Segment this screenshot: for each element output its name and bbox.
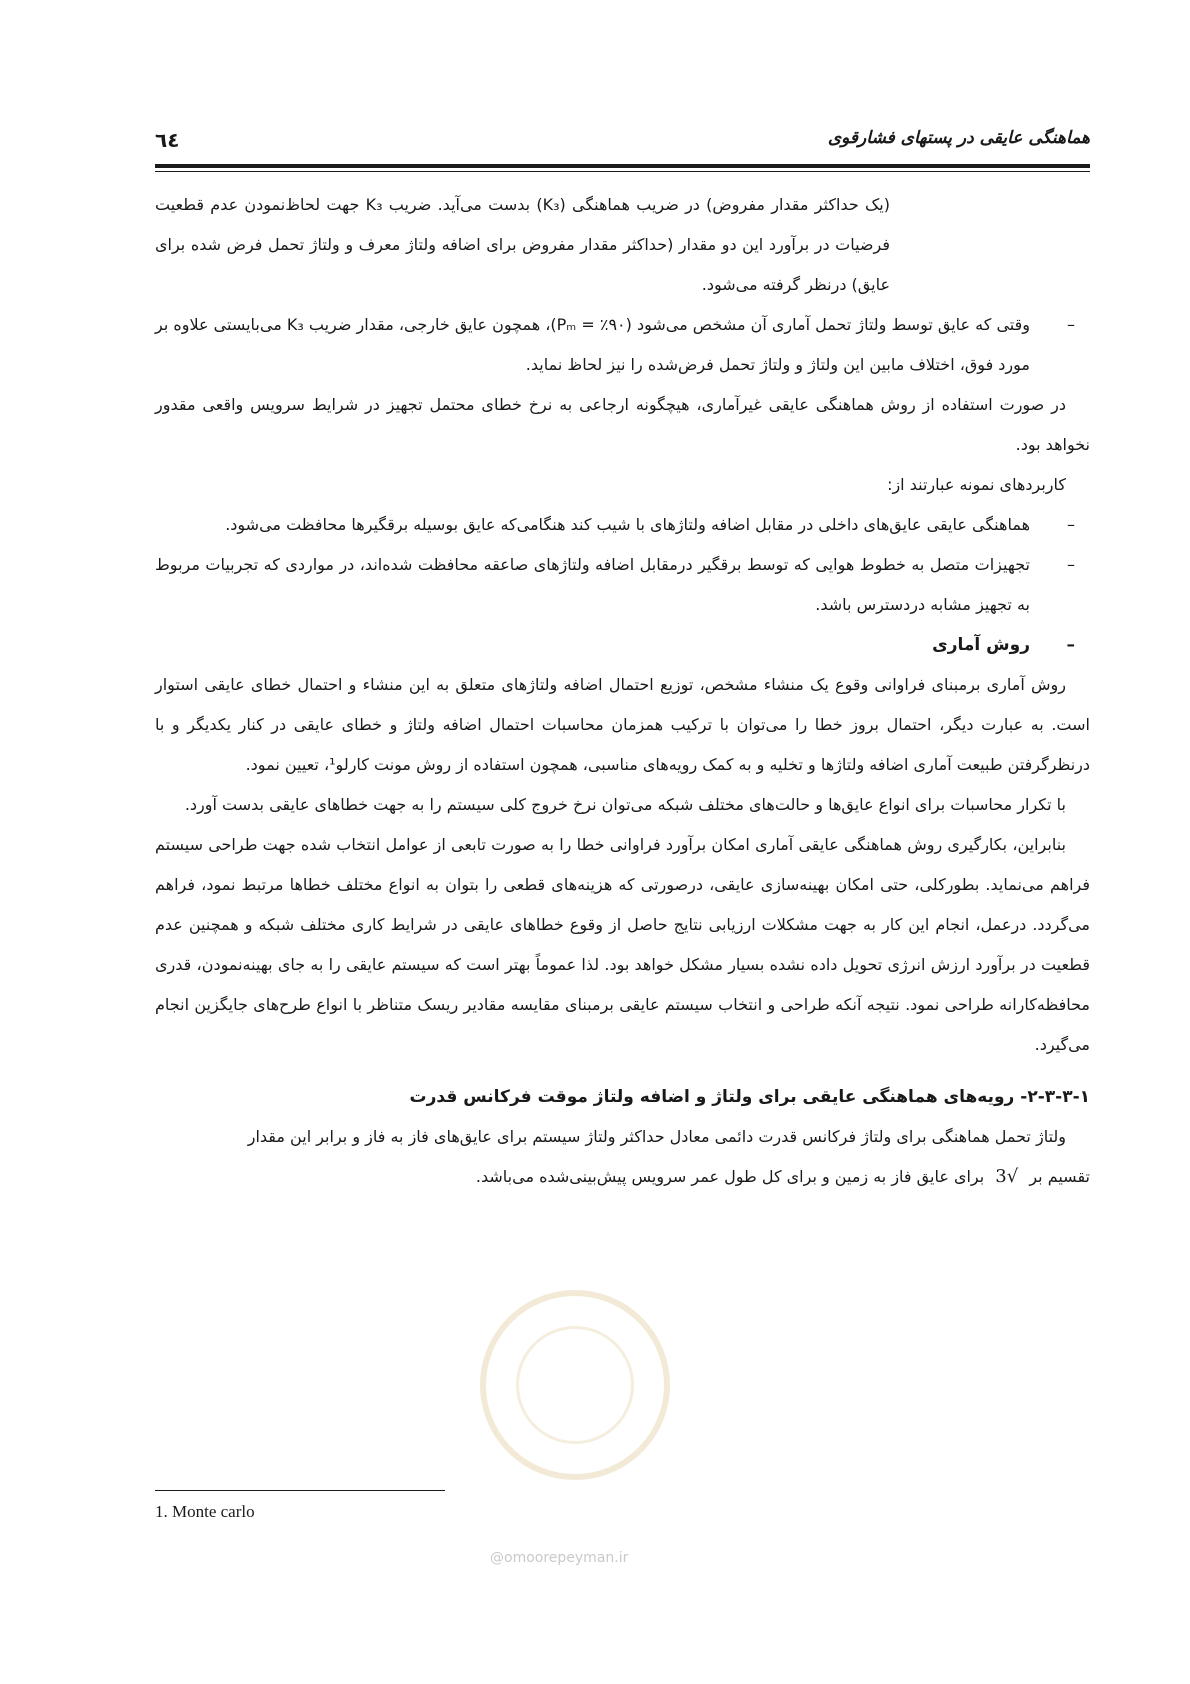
paragraph: [155, 1157, 1090, 1197]
list-item: [155, 505, 1090, 545]
watermark-text: @omoorepeyman.ir: [490, 1550, 629, 1566]
paragraph: (یک حداکثر مقدار مفروض) در ضریب هماهنگی (K₃) بدست می‌آید. ضریب K₃ جهت لحاظ‌نمودن عدم قطعیت فرضیات در برآورد این دو مقدار (حداکثر مقدار مفروض برای اضافه ولتاژ معرف و ولتاژ تحمل فرض شده برای عایق) درنظر گرفته می‌شود.: [155, 195, 891, 294]
subheading-text: روش آماری: [932, 635, 1030, 655]
footnote: 1. Monte carlo: [155, 1502, 255, 1521]
list-item: [155, 305, 1090, 385]
header-rule-thick: [155, 164, 1090, 168]
header-title: هماهنگی عایقی در پستهای فشارقوی: [827, 128, 1090, 148]
page-number: ٦٤: [155, 128, 180, 152]
dash-bullet: –: [1066, 635, 1075, 655]
dash-bullet: –: [1067, 555, 1075, 574]
footnote-rule: [155, 1490, 445, 1491]
dash-bullet: –: [1067, 315, 1075, 334]
sqrt-three: √3: [995, 1166, 1019, 1187]
header-rule-thin: [155, 171, 1090, 172]
page-header: [155, 128, 1090, 156]
paragraph: ولتاژ تحمل هماهنگی برای ولتاژ فرکانس قدرت دائمی معادل حداکثر ولتاژ سیستم برای عایق‌های فاز به فاز و برابر این مقدار: [247, 1127, 1066, 1146]
watermark-seal-inner: [516, 1326, 634, 1444]
text-before-math: تقسیم بر: [1029, 1167, 1090, 1186]
main-content: [155, 185, 1090, 1197]
paragraph: روش آماری برمبنای فراوانی وقوع یک منشاء مشخص، توزیع احتمال اضافه ولتاژهای متعلق به این منشاء و احتمال خطای عایقی استوار است. به عبارت دیگر، احتمال بروز خطا را می‌توان با ترکیب همزمان محاسبات احتمال اضافه ولتاژ و خطای عایقی در کنار یکدیگر و با درنظرگرفتن طبیعت آماری اضافه ولتاژها و تخلیه و به کمک رویه‌های مناسبی، همچون استفاده از روش مونت کارلو¹، تعیین نمود.: [155, 675, 1090, 774]
text-after-math: برای عایق فاز به زمین و برای کل طول عمر سرویس پیش‌بینی‌شده می‌باشد.: [475, 1167, 985, 1186]
paragraph: با تکرار محاسبات برای انواع عایق‌ها و حالت‌های مختلف شبکه می‌توان نرخ خروج کلی سیستم را به جهت خطاهای عایقی بدست آورد.: [184, 795, 1066, 814]
paragraph: در صورت استفاده از روش هماهنگی عایقی غیرآماری، هیچگونه ارجاعی به نرخ خطای محتمل تجهیز در شرایط سرویس واقعی مقدور نخواهد بود.: [155, 395, 1090, 454]
list-item-text: تجهیزات متصل به خطوط هوایی که توسط برقگیر درمقابل اضافه ولتاژهای صاعقه محافظت شده‌اند، در مواردی که تجربیات مربوط به تجهیز مشابه دردسترس باشد.: [155, 555, 1030, 614]
dash-bullet: –: [1067, 515, 1075, 534]
list-item-text: هماهنگی عایقی عایق‌های داخلی در مقابل اضافه ولتاژهای با شیب کند هنگامی‌که عایق بوسیله برقگیرها محافظت می‌شود.: [225, 515, 1030, 534]
list-item-text: وقتی که عایق توسط ولتاژ تحمل آماری آن مشخص می‌شود (Pₘ = ٪۹۰)، همچون عایق خارجی، مقدار ضریب K₃ می‌بایستی علاوه بر مورد فوق، اختلاف مابین این ولتاژ و ولتاژ تحمل فرض‌شده را نیز لحاظ نماید.: [155, 315, 1030, 374]
section-title: ۲-۳-۳-۱- رویه‌های هماهنگی عایقی برای ولتاژ و اضافه ولتاژ موقت فرکانس قدرت: [409, 1087, 1090, 1107]
subheading: [155, 625, 1090, 665]
list-item: [155, 545, 1090, 625]
watermark-seal: [480, 1290, 670, 1480]
paragraph: کاربردهای نمونه عبارتند از:: [887, 475, 1066, 494]
paragraph: بنابراین، بکارگیری روش هماهنگی عایقی آماری امکان برآورد فراوانی خطا را به صورت تابعی از عوامل انتخاب شده جهت طراحی سیستم فراهم می‌نماید. بطورکلی، حتی امکان بهینه‌سازی عایقی، درصورتی که هزینه‌های قطعی را بتوان به انواع مختلف خطاها مرتبط نمود، فراهم می‌گردد. درعمل، انجام این کار به جهت مشکلات ارزیابی نتایج حاصل از وقوع خطاهای عایقی در شرایط کاری مختلف شبکه و همچنین عدم قطعیت در برآورد ارزش انرژی تحویل داده نشده بسیار مشکل خواهد بود. لذا عموماً بهتر است که سیستم عایقی را به جای بهینه‌نمودن، قدری محافظه‌کارانه طراحی نمود. نتیجه آنکه طراحی و انتخاب سیستم عایقی برمبنای مقایسه مقادیر ریسک متناظر با انواع طرح‌های جایگزین انجام می‌گیرد.: [155, 835, 1090, 1054]
